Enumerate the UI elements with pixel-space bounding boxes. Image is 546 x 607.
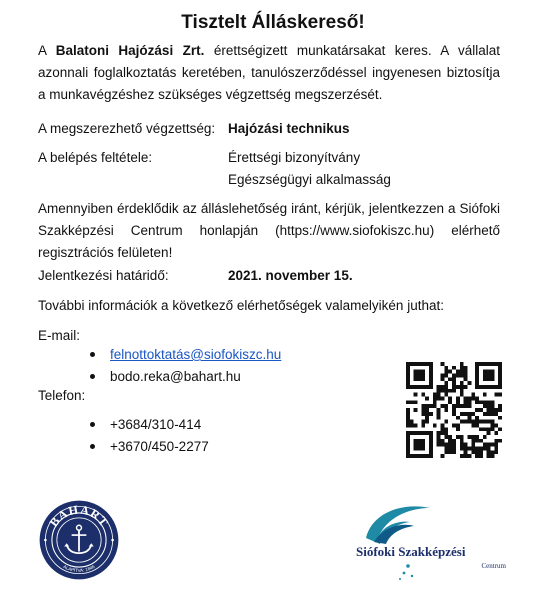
list-item[interactable] [38, 344, 281, 366]
qr-code-icon[interactable] [406, 362, 502, 458]
bahart-name: BAHART [46, 502, 112, 530]
bahart-founded: ALAPÍTVA: 1846 [62, 563, 96, 573]
siofok-szc-logo-icon [352, 498, 512, 584]
phone-label: Telefon: [38, 388, 86, 403]
email-list [38, 344, 281, 388]
intro-paragraph: A Balatoni Hajózási Zrt. érettségizett munkatársakat keres. A vállalat azonnali foglalkoztatás keretében, tanulószerződéssel ingyenesen biztosítja a munkavégzéshez szükséges végzettség megszerzését. [38, 43, 500, 102]
phone-number: +3670/450-2277 [110, 439, 209, 454]
company-name: Balatoni Hajózási Zrt. [55, 43, 205, 58]
bahart-logo-icon [38, 499, 120, 581]
list-item [38, 436, 209, 458]
apply-paragraph: Amennyiben érdeklődik az álláslehetőség iránt, kérjük, jelentkezzen a Siófoki Szakképzési Centrum honlapján (https://www.siofokiszc.hu) elérhető regisztrációs felületen! [38, 201, 500, 260]
siofok-name: Siófoki Szakképzési [356, 544, 466, 559]
more-info-text: További információk a következő elérhetőségek valamelyikén juthat: [38, 298, 444, 313]
qualification-value: Hajózási technikus [228, 121, 350, 136]
list-item [38, 414, 209, 436]
siofok-centrum: Centrum [481, 562, 506, 570]
deadline-label: Jelentkezési határidő: [38, 268, 169, 283]
phone-list [38, 414, 209, 458]
requirement-item: Egészségügyi alkalmasság [228, 172, 391, 187]
phone-number: +3684/310-414 [110, 417, 202, 432]
email-label: E-mail: [38, 328, 81, 343]
requirements-label: A belépés feltétele: [38, 150, 153, 165]
email-text: bodo.reka@bahart.hu [110, 369, 241, 384]
qualification-label: A megszerezhető végzettség: [38, 121, 216, 136]
email-link[interactable]: felnottoktatás@siofokiszc.hu [110, 347, 282, 362]
page-title: Tisztelt Álláskereső! [181, 12, 365, 33]
deadline-value: 2021. november 15. [228, 268, 353, 283]
requirement-item: Érettségi bizonyítvány [228, 150, 361, 165]
